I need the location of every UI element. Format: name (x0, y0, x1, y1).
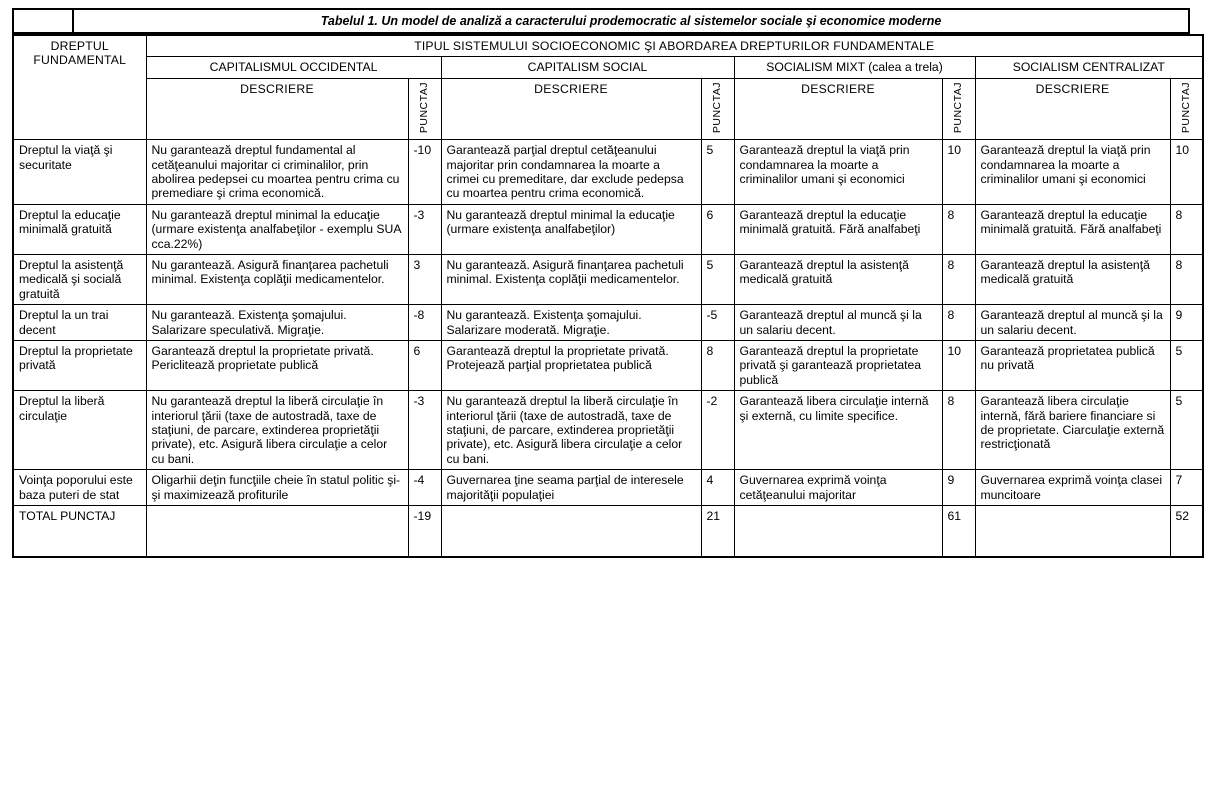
row-right-label: Dreptul la proprietate privată (13, 341, 146, 391)
caption-left-spacer (12, 8, 72, 34)
row-desc: Garantează dreptul la proprietate privată. Periclitează proprietate publică (146, 341, 408, 391)
header-row-systems (13, 57, 1203, 78)
row-desc: Nu garantează dreptul minimal la educaţie (urmare existenţa analfabeţilor - exemplu SUA cca.22%) (146, 204, 408, 254)
total-row (13, 505, 1203, 557)
row-desc: Oligarhii deţin funcţiile cheie în statul politic şi-şi maximizează profiturile (146, 470, 408, 506)
total-label: TOTAL PUNCTAJ (13, 505, 146, 557)
row-score: -10 (408, 140, 441, 205)
total-empty-1 (441, 505, 701, 557)
total-empty-2 (734, 505, 942, 557)
table-row (13, 341, 1203, 391)
row-right-label: Dreptul la educaţie minimală gratuită (13, 204, 146, 254)
row-desc: Garantează dreptul la proprietate privată. Protejează parţial proprietatea publică (441, 341, 701, 391)
row-score: 9 (1170, 305, 1203, 341)
row-score: -3 (408, 391, 441, 470)
row-desc: Garantează libera circulaţie internă, fără bariere financiare si de proprietate. Ciarculaţie externă restricţionată (975, 391, 1170, 470)
header-score-label-2: PUNCTAJ (952, 81, 965, 133)
row-score: 8 (942, 391, 975, 470)
row-desc: Garantează dreptul al muncă şi la un salariu decent. (734, 305, 942, 341)
table-row (13, 470, 1203, 506)
header-desc-1: DESCRIERE (441, 78, 701, 140)
total-empty-0 (146, 505, 408, 557)
row-score: 10 (1170, 140, 1203, 205)
row-desc: Garantează dreptul la educaţie minimală gratuită. Fără analfabeţi (975, 204, 1170, 254)
row-desc: Nu garantează. Asigură finanţarea pachetuli minimal. Existenţa coplăţii medicamentelor. (146, 255, 408, 305)
row-desc: Garantează parţial dreptul cetăţeanului majoritar prin condamnarea la moarte a crimei cu premeditare, dar exclude pedepsa cu moartea pentru crima economică. (441, 140, 701, 205)
row-desc: Nu garantează. Existenţa şomajului. Salarizare speculativă. Migraţie. (146, 305, 408, 341)
row-score: 6 (701, 204, 734, 254)
header-score-3 (1170, 78, 1203, 140)
row-score: 5 (701, 140, 734, 205)
row-score: 5 (701, 255, 734, 305)
caption-right-spacer (1190, 8, 1204, 34)
table-row (13, 204, 1203, 254)
row-desc: Guvernarea exprimă voinţa clasei muncitoare (975, 470, 1170, 506)
row-score: 10 (942, 341, 975, 391)
row-score: 8 (942, 255, 975, 305)
row-desc: Guvernarea exprimă voinţa cetăţeanului majoritar (734, 470, 942, 506)
total-score-3: 52 (1170, 505, 1203, 557)
table-row (13, 255, 1203, 305)
row-score: -8 (408, 305, 441, 341)
row-desc: Nu garantează dreptul minimal la educaţie (urmare existenţa analfabeţilor) (441, 204, 701, 254)
row-desc: Garantează dreptul la viaţă prin condamnarea la moarte a criminalilor umani şi economici (975, 140, 1170, 205)
row-score: 5 (1170, 341, 1203, 391)
table-caption-row (12, 8, 1204, 34)
row-desc: Garantează dreptul al muncă şi la un salariu decent. (975, 305, 1170, 341)
row-score: -4 (408, 470, 441, 506)
row-desc: Garantează dreptul la asistenţă medicală gratuită (975, 255, 1170, 305)
row-desc: Garantează proprietatea publică nu privată (975, 341, 1170, 391)
row-desc: Garantează dreptul la proprietate privată şi garantează proprietatea publică (734, 341, 942, 391)
row-score: 7 (1170, 470, 1203, 506)
row-desc: Nu garantează dreptul la liberă circulaţie în interiorul ţării (taxe de autostradă, taxe de staţiuni, de parcare, extinderea proprietăţii private), etc. Asigură libera circulaţie a celor cu bani. (441, 391, 701, 470)
header-score-2 (942, 78, 975, 140)
header-score-label-1: PUNCTAJ (711, 81, 724, 133)
table-row (13, 391, 1203, 470)
header-row-subcols (13, 78, 1203, 140)
row-score: 5 (1170, 391, 1203, 470)
row-right-label: Dreptul la liberă circulaţie (13, 391, 146, 470)
table-caption: Tabelul 1. Un model de analiză a caracterului prodemocratic al sistemelor sociale şi economice moderne (72, 8, 1190, 34)
row-desc: Garantează dreptul la asistenţă medicală gratuită (734, 255, 942, 305)
row-desc: Nu garantează dreptul la liberă circulaţie în interiorul ţării (taxe de autostradă, taxe de staţiuni, de parcare, extinderea proprietăţii private), etc. Asigură libera circulaţie a celor cu bani. (146, 391, 408, 470)
header-score-label-0: PUNCTAJ (418, 81, 431, 133)
row-right-label: Dreptul la asistenţă medicală şi socială gratuită (13, 255, 146, 305)
row-score: 6 (408, 341, 441, 391)
header-score-label-3: PUNCTAJ (1180, 81, 1193, 133)
header-desc-2: DESCRIERE (734, 78, 942, 140)
total-empty-3 (975, 505, 1170, 557)
header-system-2: SOCIALISM MIXT (calea a trela) (734, 57, 975, 78)
table-row (13, 140, 1203, 205)
row-score: -2 (701, 391, 734, 470)
header-desc-0: DESCRIERE (146, 78, 408, 140)
row-score: 10 (942, 140, 975, 205)
header-system-1: CAPITALISM SOCIAL (441, 57, 734, 78)
row-right-label: Voinţa poporului este baza puteri de stat (13, 470, 146, 506)
total-score-0: -19 (408, 505, 441, 557)
row-score: 9 (942, 470, 975, 506)
row-score: 8 (1170, 204, 1203, 254)
header-system-3: SOCIALISM CENTRALIZAT (975, 57, 1203, 78)
row-score: 8 (701, 341, 734, 391)
header-desc-3: DESCRIERE (975, 78, 1170, 140)
row-desc: Nu garantează dreptul fundamental al cetăţeanului majoritar ci criminalilor, prin abolirea pedepsei cu moartea pentru crima cu premediare şi crima economică. (146, 140, 408, 205)
row-desc: Nu garantează. Asigură finanţarea pachetuli minimal. Existenţa coplăţii medicamentelor. (441, 255, 701, 305)
table-row (13, 305, 1203, 341)
row-desc: Guvernarea ţine seama parţial de interesele majorităţii populaţiei (441, 470, 701, 506)
row-score: 3 (408, 255, 441, 305)
row-right-label: Dreptul la un trai decent (13, 305, 146, 341)
header-score-0 (408, 78, 441, 140)
header-span-title: TIPUL SISTEMULUI SOCIOECONOMIC ŞI ABORDAREA DREPTURILOR FUNDAMENTALE (146, 35, 1203, 57)
header-system-0: CAPITALISMUL OCCIDENTAL (146, 57, 441, 78)
row-desc: Garantează libera circulaţie internă şi externă, cu limite specifice. (734, 391, 942, 470)
header-score-1 (701, 78, 734, 140)
total-score-2: 61 (942, 505, 975, 557)
row-score: 4 (701, 470, 734, 506)
row-desc: Garantează dreptul la educaţie minimală gratuită. Fără analfabeţi (734, 204, 942, 254)
row-desc: Garantează dreptul la viaţă prin condamnarea la moarte a criminalilor umani şi economici (734, 140, 942, 205)
analysis-table (12, 34, 1204, 558)
total-score-1: 21 (701, 505, 734, 557)
row-right-label: Dreptul la viaţă şi securitate (13, 140, 146, 205)
row-score: 8 (942, 305, 975, 341)
row-desc: Nu garantează. Existenţa şomajului. Salarizare moderată. Migraţie. (441, 305, 701, 341)
row-score: -3 (408, 204, 441, 254)
row-score: -5 (701, 305, 734, 341)
row-score: 8 (1170, 255, 1203, 305)
row-score: 8 (942, 204, 975, 254)
header-row-top (13, 35, 1203, 57)
header-fundamental-right: DREPTUL FUNDAMENTAL (13, 35, 146, 140)
